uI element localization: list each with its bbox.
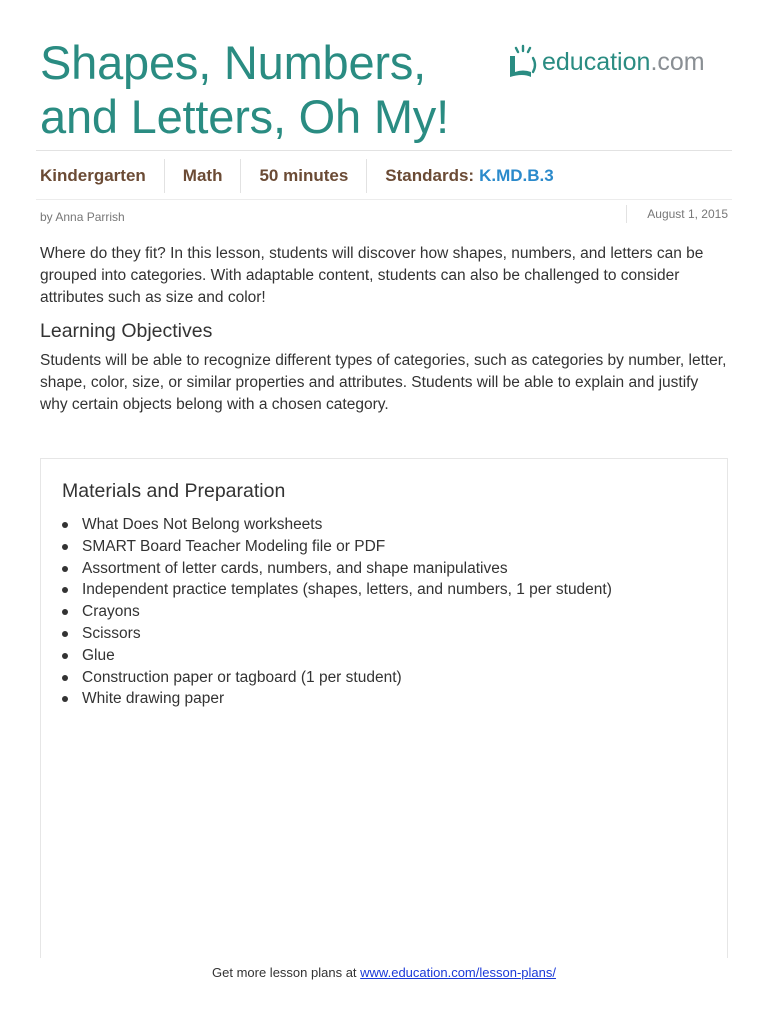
logo-dotcom: .com <box>650 47 705 76</box>
materials-list <box>81 514 612 710</box>
list-item <box>81 667 612 689</box>
footer-link[interactable]: www.education.com/lesson-plans/ <box>360 965 556 980</box>
list-item <box>81 579 612 601</box>
materials-panel <box>40 458 728 958</box>
bullet-icon <box>62 696 68 702</box>
list-item <box>81 536 612 558</box>
bullet-icon <box>62 653 68 659</box>
bullet-icon <box>62 544 68 550</box>
bullet-icon <box>62 675 68 681</box>
list-item <box>81 645 612 667</box>
standards-label: Standards: <box>385 166 475 185</box>
list-item-text: Glue <box>82 646 115 664</box>
list-item-text: Crayons <box>82 603 140 621</box>
bullet-icon <box>62 631 68 637</box>
standards-block <box>366 159 571 193</box>
list-item <box>81 514 612 536</box>
subject-label: Math <box>164 159 241 193</box>
grade-label: Kindergarten <box>40 166 146 185</box>
education-logo[interactable] <box>506 42 705 82</box>
list-item-text: Scissors <box>82 624 141 642</box>
title-line-2: and Letters, Oh My! <box>40 90 449 143</box>
objectives-heading: Learning Objectives <box>40 320 213 342</box>
page-title <box>40 36 480 144</box>
materials-heading: Materials and Preparation <box>62 480 286 502</box>
bullet-icon <box>62 609 68 615</box>
list-item-text: What Does Not Belong worksheets <box>82 516 323 533</box>
list-item-text: Assortment of letter cards, numbers, and shape manipulatives <box>82 559 508 577</box>
list-item-text: Independent practice templates (shapes, letters, and numbers, 1 per student) <box>82 581 612 599</box>
list-item-text: White drawing paper <box>82 690 225 708</box>
list-item-text: Construction paper or tagboard (1 per student) <box>82 668 402 686</box>
footer <box>0 965 768 980</box>
author-byline: by Anna Parrish <box>40 210 125 224</box>
list-item <box>81 558 612 580</box>
intro-paragraph: Where do they fit? In this lesson, students will discover how shapes, numbers, and letters can be grouped into categories. With adaptable content, students can also be challenged to consider attributes such as size and color! <box>40 245 704 306</box>
list-item <box>81 688 612 710</box>
footer-text: Get more lesson plans at <box>212 965 361 980</box>
list-item <box>81 601 612 623</box>
lesson-meta-bar <box>40 158 572 194</box>
duration-label: 50 minutes <box>240 159 366 193</box>
publish-date: August 1, 2015 <box>626 205 728 223</box>
education-com-logo-icon <box>506 44 540 80</box>
standards-link[interactable]: K.MD.B.3 <box>479 166 554 185</box>
list-item <box>81 623 612 645</box>
bullet-icon <box>62 566 68 572</box>
logo-wordmark: education <box>542 47 651 76</box>
divider-meta <box>36 199 732 200</box>
bullet-icon <box>62 522 68 528</box>
title-line-1: Shapes, Numbers, <box>40 36 427 89</box>
objectives-paragraph: Students will be able to recognize different types of categories, such as categories by number, letter, shape, color, size, or similar properties and attributes. Students will be able to explain and justify why certain objects belong with a chosen category. <box>40 352 727 413</box>
bullet-icon <box>62 587 68 593</box>
divider-top <box>36 150 732 151</box>
list-item-text: SMART Board Teacher Modeling file or PDF <box>82 537 386 555</box>
